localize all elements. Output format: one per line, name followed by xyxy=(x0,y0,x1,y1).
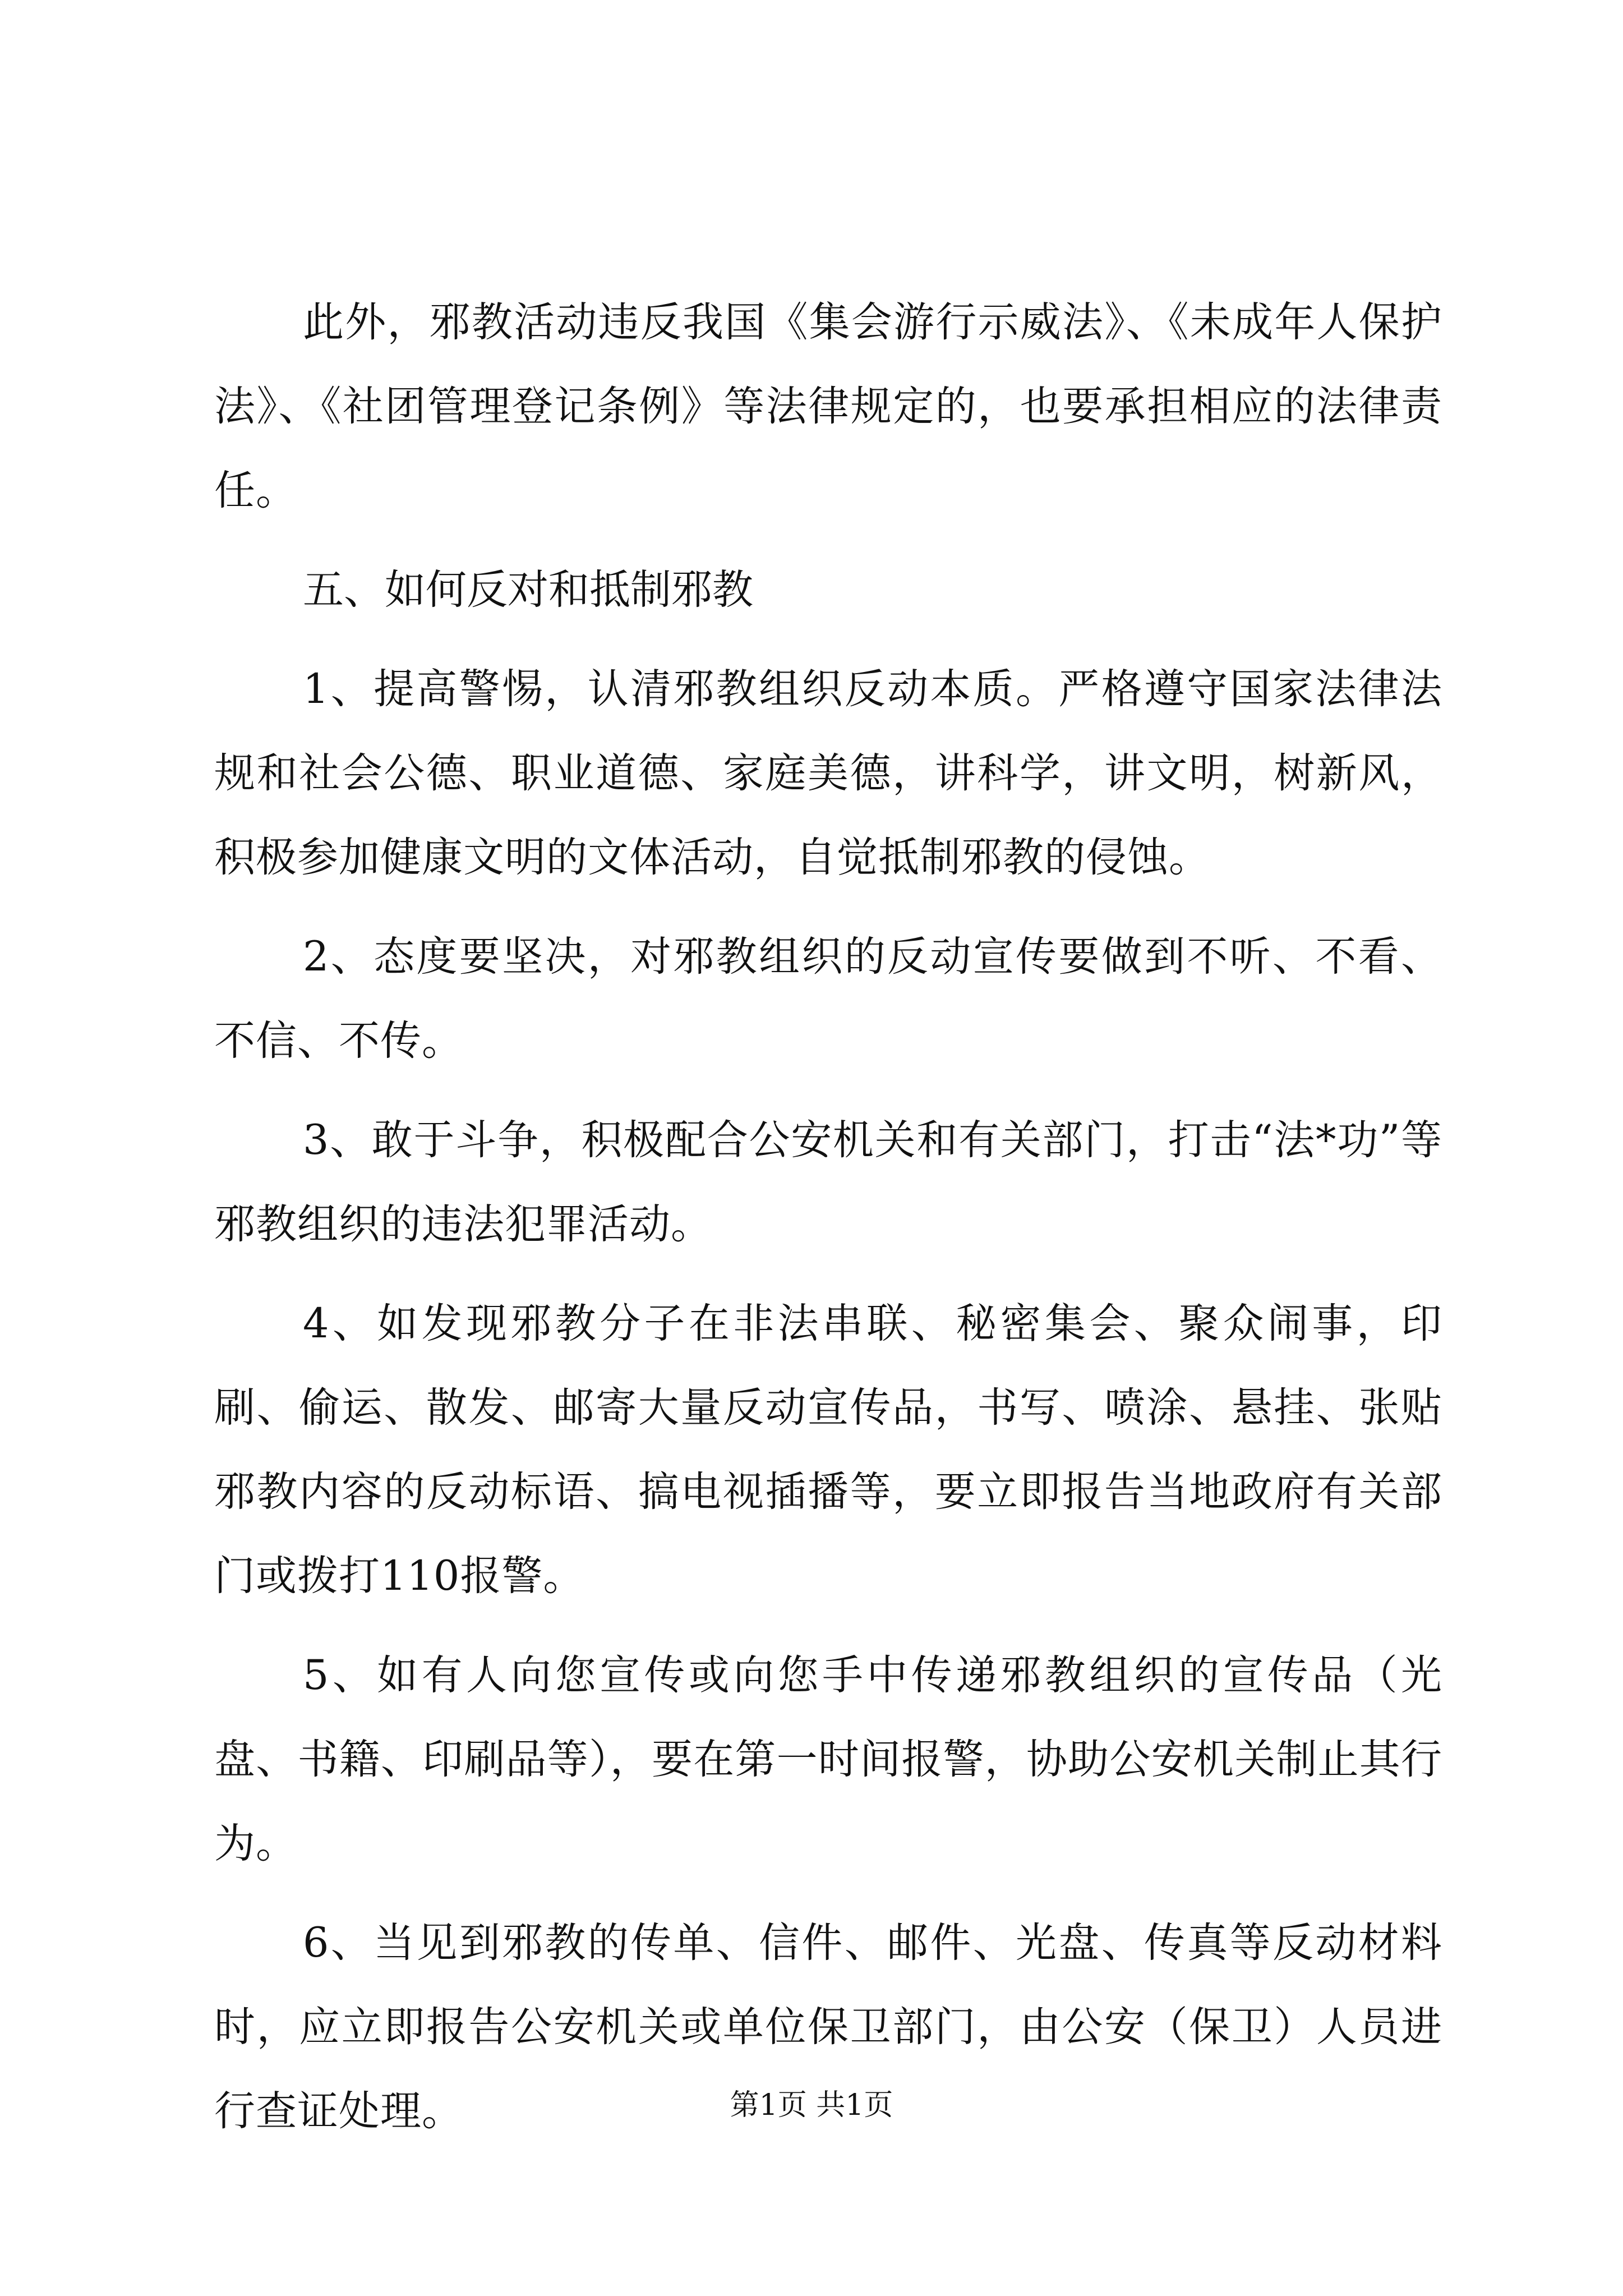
paragraph-item-1: 1、提高警惕，认清邪教组织反动本质。严格遵守国家法律法规和社会公德、职业道德、家庭美德，讲科学，讲文明，树新风，积极参加健康文明的文体活动，自觉抵制邪教的侵蚀。 xyxy=(214,665,1442,881)
paragraph-item-4: 4、如发现邪教分子在非法串联、秘密集会、聚众闹事，印刷、偷运、散发、邮寄大量反动宣传品，书写、喷涂、悬挂、张贴邪教内容的反动标语、搞电视插播等，要立即报告当地政府有关部门或拨打110报警。 xyxy=(214,1300,1442,1600)
paragraph-item-5: 5、如有人向您宣传或向您手中传递邪教组织的宣传品（光盘、书籍、印刷品等），要在第一时间报警，协助公安机关制止其行为。 xyxy=(214,1651,1442,1867)
document-body xyxy=(214,280,1442,2169)
paragraph-item-3: 3、敢于斗争，积极配合公安机关和有关部门，打击“法*功”等邪教组织的违法犯罪活动。 xyxy=(214,1116,1442,1248)
paragraph-legal-responsibility: 此外，邪教活动违反我国《集会游行示威法》、《未成年人保护法》、《社团管理登记条例》等法律规定的，也要承担相应的法律责任。 xyxy=(214,298,1442,514)
section-heading-oppose-cults: 五、如何反对和抵制邪教 xyxy=(303,566,753,614)
page-number-footer: 第1页 共1页 xyxy=(730,2088,893,2122)
paragraph-item-2: 2、态度要坚决，对邪教组织的反动宣传要做到不听、不看、不信、不传。 xyxy=(214,933,1442,1065)
paragraph-item-6: 6、当见到邪教的传单、信件、邮件、光盘、传真等反动材料时，应立即报告公安机关或单位保卫部门，由公安（保卫）人员进行查证处理。 xyxy=(214,1919,1442,2135)
